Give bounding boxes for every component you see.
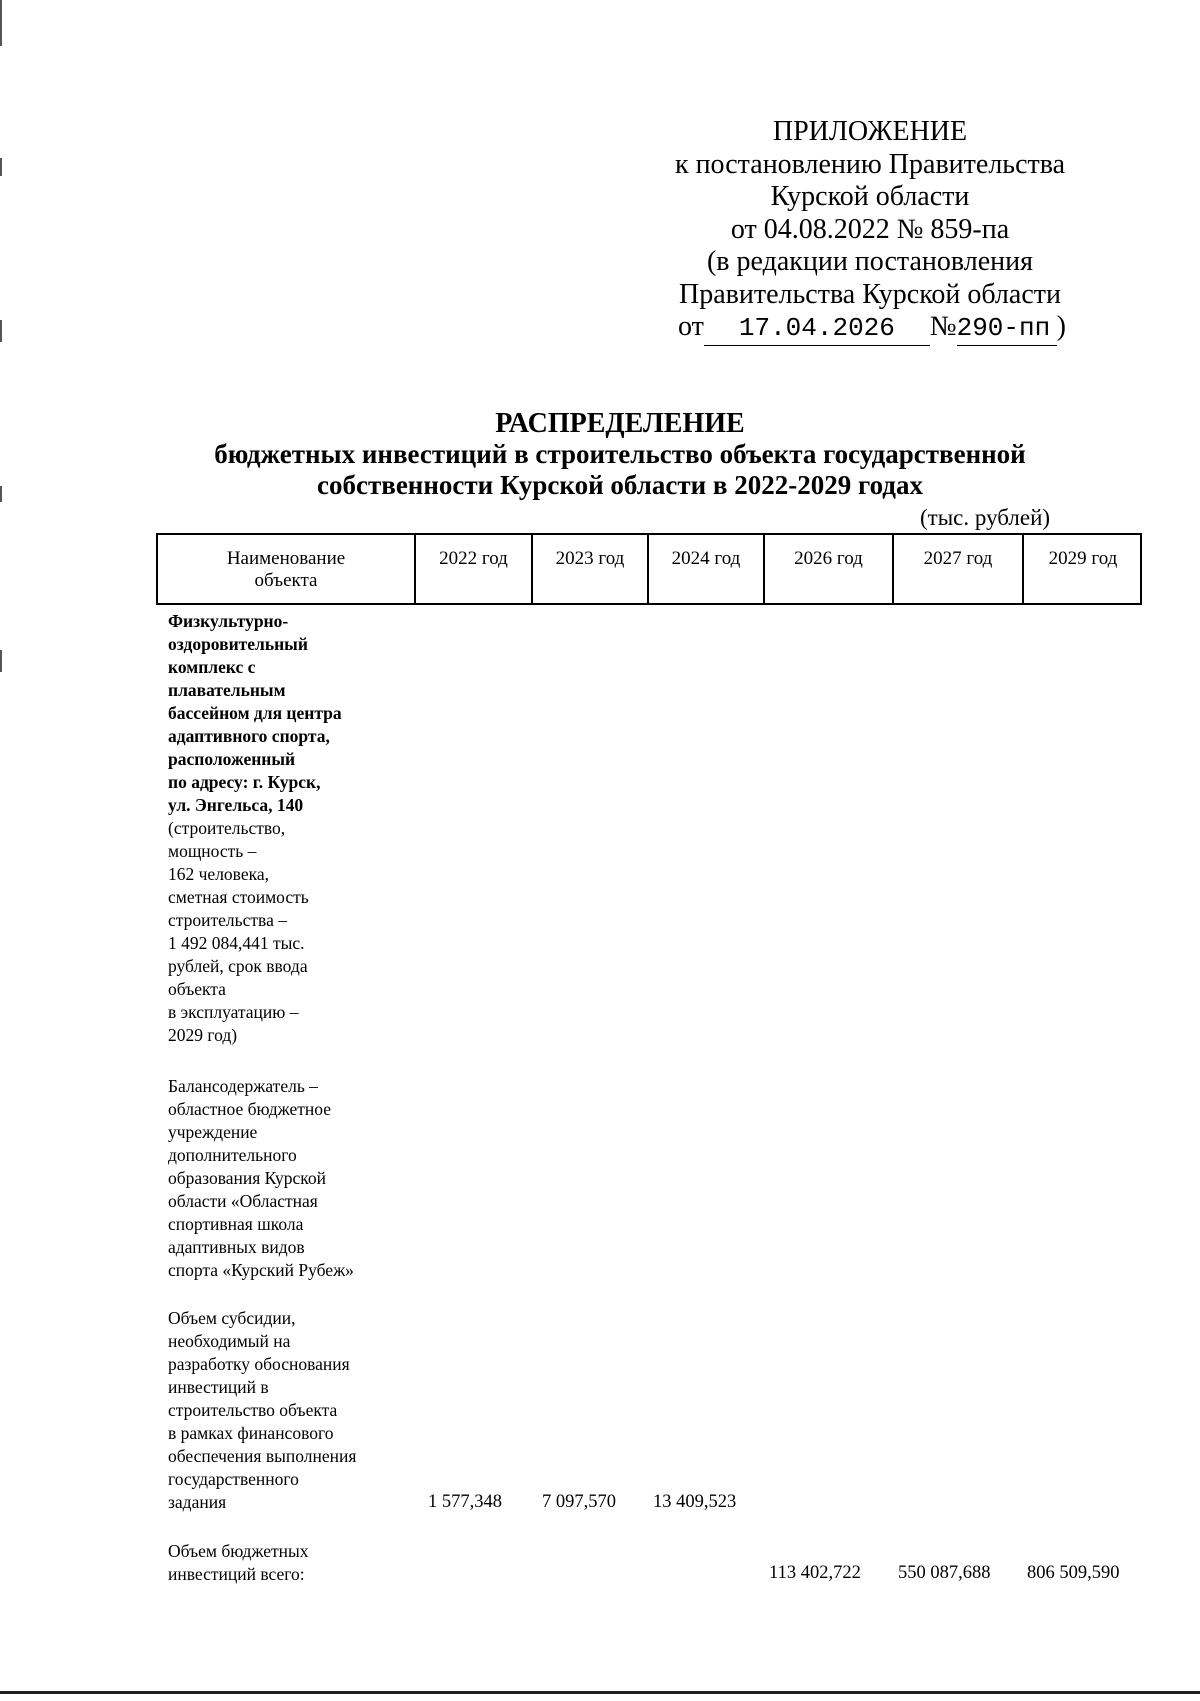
approval-original-decree: от 04.08.2022 № 859-па xyxy=(730,213,1010,245)
scan-edge-mark xyxy=(0,158,2,176)
holder-line: спортивная школа xyxy=(168,1214,304,1234)
amendment-date: 17.04.2026 xyxy=(704,312,930,346)
holder-line: дополнительного xyxy=(168,1145,297,1165)
object-detail-line: мощность – xyxy=(168,841,257,861)
object-detail-line: рублей, срок ввода xyxy=(168,956,308,976)
approval-line: к постановлению Правительства xyxy=(674,148,1066,180)
investment-value-2026: 113 402,722 xyxy=(769,1563,861,1583)
table-header xyxy=(156,533,1142,605)
object-name-line: адаптивного спорта, xyxy=(168,726,330,746)
document-title xyxy=(150,408,1090,501)
scan-edge-mark xyxy=(0,486,2,502)
object-detail-line: 162 человека, xyxy=(168,864,269,884)
scan-edge-mark xyxy=(0,320,2,342)
object-description xyxy=(168,610,408,1047)
subsidy-value-2024: 13 409,523 xyxy=(653,1492,737,1512)
object-detail-line: (строительство, xyxy=(168,818,286,838)
subsidy-value-2022: 1 577,348 xyxy=(428,1492,502,1512)
object-name-line: расположенный xyxy=(168,749,296,769)
number-sign: № xyxy=(929,311,957,342)
object-detail-line: 1 492 084,441 тыс. xyxy=(168,933,305,953)
subsidy-label-line: необходимый на xyxy=(168,1331,291,1351)
header-cell-year: 2023 год xyxy=(531,535,647,603)
object-detail-line: строительства – xyxy=(168,910,287,930)
holder-line: области «Областная xyxy=(168,1191,318,1211)
subsidy-label-line: задания xyxy=(168,1492,227,1512)
scan-edge-mark xyxy=(0,650,2,672)
page-bottom-rule xyxy=(0,1691,1200,1694)
object-name-line: плавательным xyxy=(168,680,286,700)
header-cell-year: 2027 год xyxy=(892,535,1022,603)
header-name-line: Наименование xyxy=(226,548,346,569)
amendment-signature-line xyxy=(640,311,1100,346)
title-subtitle: собственности Курской области в 2022-2029 годах xyxy=(317,470,923,500)
holder-line: образования Курской xyxy=(168,1168,327,1188)
object-name-line: по адресу: г. Курск, xyxy=(168,772,321,792)
closing-paren: ) xyxy=(1056,311,1066,342)
object-name-line: Физкультурно- xyxy=(168,611,289,631)
subsidy-label-line: обеспечения выполнения xyxy=(168,1446,357,1466)
header-cell-year: 2029 год xyxy=(1022,535,1142,603)
object-detail-line: 2029 год) xyxy=(168,1025,238,1045)
object-name-line: ул. Энгельса, 140 xyxy=(168,795,304,815)
object-name-line: бассейном для центра xyxy=(168,703,342,723)
signature-prefix: от xyxy=(678,311,704,342)
object-detail-line: в эксплуатацию – xyxy=(168,1002,299,1022)
object-detail-line: сметная стоимость xyxy=(168,887,309,907)
investment-value-2029: 806 509,590 xyxy=(1027,1563,1120,1583)
subsidy-label-line: Объем субсидии, xyxy=(168,1308,296,1328)
header-cell-object xyxy=(158,535,414,603)
units-note: (тыс. рублей) xyxy=(920,505,1051,530)
balance-holder xyxy=(168,1075,408,1282)
amendment-number: 290-пп xyxy=(957,312,1057,346)
holder-line: спорта «Курский Рубеж» xyxy=(168,1260,354,1280)
subsidy-label-line: в рамках финансового xyxy=(168,1423,334,1443)
object-detail-line: объекта xyxy=(168,979,226,999)
object-name-line: оздоровительный xyxy=(168,634,308,654)
investment-label-line: инвестиций всего: xyxy=(168,1564,305,1584)
holder-line: областное бюджетное xyxy=(168,1099,331,1119)
subsidy-label-line: строительство объекта xyxy=(168,1400,338,1420)
subsidy-label xyxy=(168,1307,408,1514)
header-cell-year: 2026 год xyxy=(763,535,892,603)
header-cell-year: 2024 год xyxy=(647,535,763,603)
investment-label xyxy=(168,1540,408,1586)
approval-line: Курской области xyxy=(770,181,970,212)
scan-edge-mark xyxy=(0,0,2,46)
holder-line: адаптивных видов xyxy=(168,1237,305,1257)
subsidy-label-line: разработку обоснования xyxy=(168,1354,350,1374)
investment-value-2027: 550 087,688 xyxy=(898,1563,991,1583)
approval-line: Правительства Курской области xyxy=(679,278,1061,310)
header-cell-year: 2022 год xyxy=(414,535,531,603)
subsidy-label-line: инвестиций в xyxy=(168,1377,269,1397)
subsidy-value-2023: 7 097,570 xyxy=(542,1492,616,1512)
approval-heading: ПРИЛОЖЕНИЕ xyxy=(772,116,968,147)
object-name-line: комплекс с xyxy=(168,657,256,677)
subsidy-label-line: государственного xyxy=(168,1469,299,1489)
approval-line: (в редакции постановления xyxy=(706,246,1034,277)
holder-line: учреждение xyxy=(168,1122,258,1142)
holder-line: Балансодержатель – xyxy=(168,1076,318,1096)
title-main: РАСПРЕДЕЛЕНИЕ xyxy=(495,408,745,439)
approval-block xyxy=(640,116,1100,346)
title-subtitle: бюджетных инвестиций в строительство объекта государственной xyxy=(214,439,1026,469)
investment-label-line: Объем бюджетных xyxy=(168,1541,309,1561)
header-name-line: объекта xyxy=(254,570,318,591)
